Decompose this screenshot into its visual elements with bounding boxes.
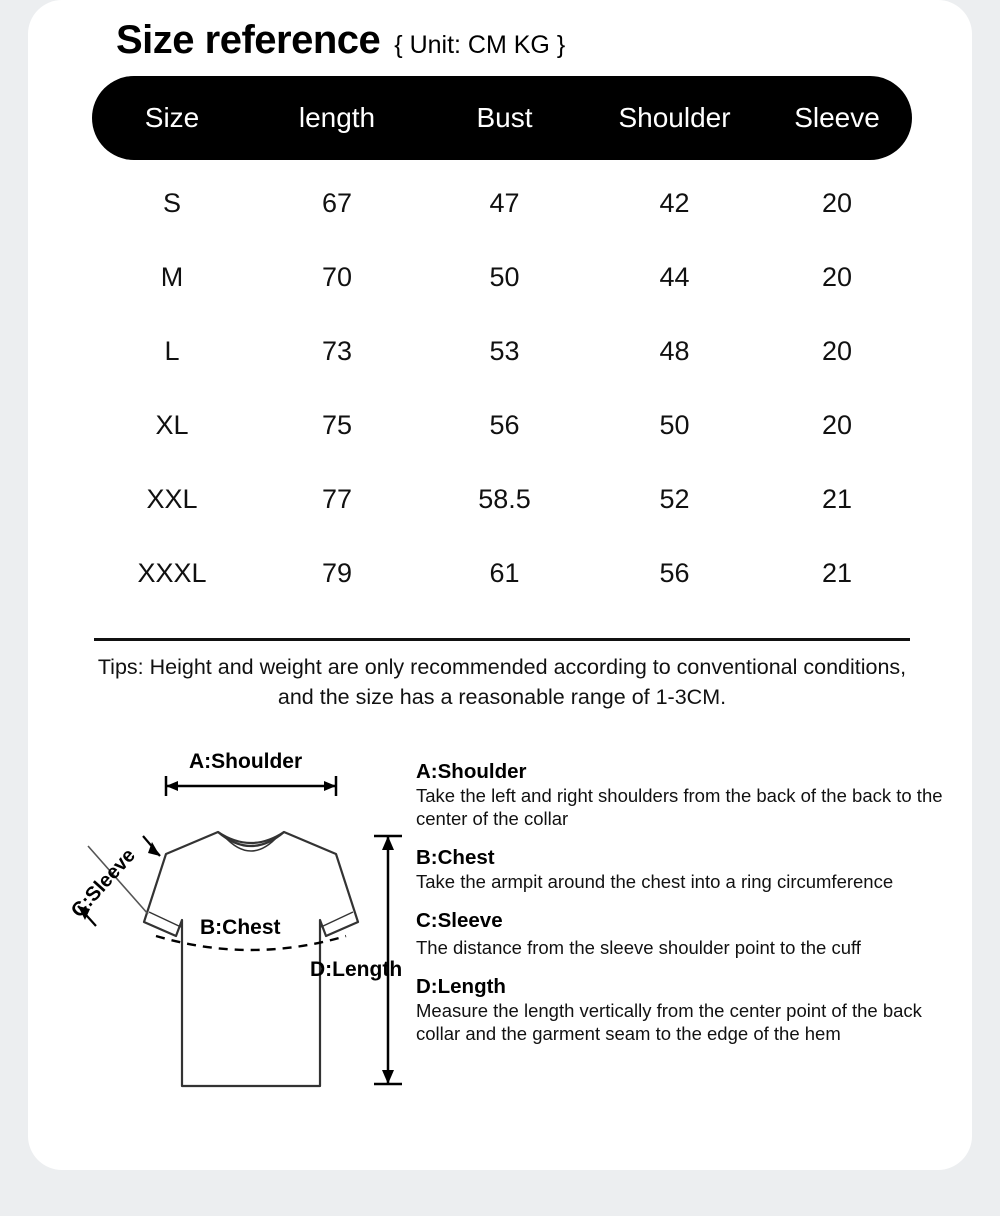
cell-bust: 53 (489, 335, 520, 366)
legend-desc-sleeve: The distance from the sleeve shoulder point to the cuff (416, 937, 861, 958)
legend-desc-shoulder: Take the left and right shoulders from the back of the back to the center of the collar (416, 785, 943, 829)
cell-sleeve: 20 (821, 261, 853, 292)
legend-label-length: D:Length (416, 975, 506, 998)
cell-sleeve: 21 (821, 483, 853, 514)
cell-size: L (164, 335, 180, 366)
tshirt-measurement-diagram (48, 736, 448, 1116)
column-header-length: length (298, 102, 376, 133)
table-row (92, 536, 912, 610)
table-divider (94, 638, 910, 641)
table-row (92, 388, 912, 462)
legend-desc-chest: Take the armpit around the chest into a ring circumference (416, 871, 894, 892)
cell-length: 75 (321, 409, 353, 440)
column-header-sleeve: Sleeve (794, 102, 880, 133)
size-table (92, 76, 912, 610)
table-body (92, 166, 912, 610)
measurement-legend (416, 760, 956, 1054)
column-header-bust: Bust (476, 102, 533, 133)
legend-item-shoulder (416, 760, 956, 830)
cell-shoulder: 44 (659, 261, 690, 292)
sleeve-label: C:Sleeve (67, 844, 140, 923)
chest-label: B:Chest (200, 916, 281, 939)
legend-item-length (416, 975, 956, 1045)
cell-shoulder: 56 (659, 557, 690, 588)
cell-size: XXXL (137, 557, 207, 588)
page-title (116, 18, 565, 63)
title-main: Size reference (116, 18, 381, 62)
cell-size: M (160, 261, 184, 292)
table-row (92, 462, 912, 536)
legend-label-chest: B:Chest (416, 846, 495, 869)
table-row (92, 314, 912, 388)
cell-sleeve: 21 (821, 557, 853, 588)
size-chart-card (28, 0, 972, 1170)
column-header-size: Size (144, 102, 200, 133)
cell-shoulder: 52 (659, 483, 690, 514)
cell-length: 79 (321, 557, 353, 588)
cell-shoulder: 50 (659, 409, 690, 440)
cell-bust: 50 (489, 261, 520, 292)
cell-shoulder: 48 (659, 335, 690, 366)
cell-shoulder: 42 (659, 187, 690, 218)
cell-length: 70 (321, 261, 353, 292)
cell-length: 77 (321, 483, 353, 514)
shoulder-label: A:Shoulder (189, 750, 303, 773)
table-row (92, 240, 912, 314)
cell-sleeve: 20 (821, 409, 853, 440)
cell-size: XL (155, 409, 189, 440)
cell-size: S (162, 187, 181, 218)
legend-desc-length: Measure the length vertically from the center point of the back collar and the garment seam to the edge of the hem (416, 1000, 922, 1044)
cell-bust: 61 (489, 557, 520, 588)
cell-bust: 56 (489, 409, 520, 440)
cell-bust: 58.5 (478, 483, 531, 514)
tips-text: Tips: Height and weight are only recommended according to conventional conditions, and the size has a reasonable range of 1-3CM. (97, 655, 907, 709)
legend-item-sleeve (416, 909, 956, 959)
table-header-row (92, 76, 912, 160)
cell-bust: 47 (489, 187, 520, 218)
cell-size: XXL (146, 483, 198, 514)
length-label: D:Length (310, 958, 403, 981)
legend-label-shoulder: A:Shoulder (416, 760, 527, 783)
cell-sleeve: 20 (821, 335, 853, 366)
legend-label-sleeve: C:Sleeve (416, 909, 503, 932)
title-unit: { Unit: CM KG } (394, 31, 566, 59)
column-header-shoulder: Shoulder (618, 102, 731, 133)
cell-sleeve: 20 (821, 187, 853, 218)
cell-length: 67 (321, 187, 353, 218)
legend-item-chest (416, 846, 956, 893)
cell-length: 73 (321, 335, 353, 366)
table-row (92, 166, 912, 240)
